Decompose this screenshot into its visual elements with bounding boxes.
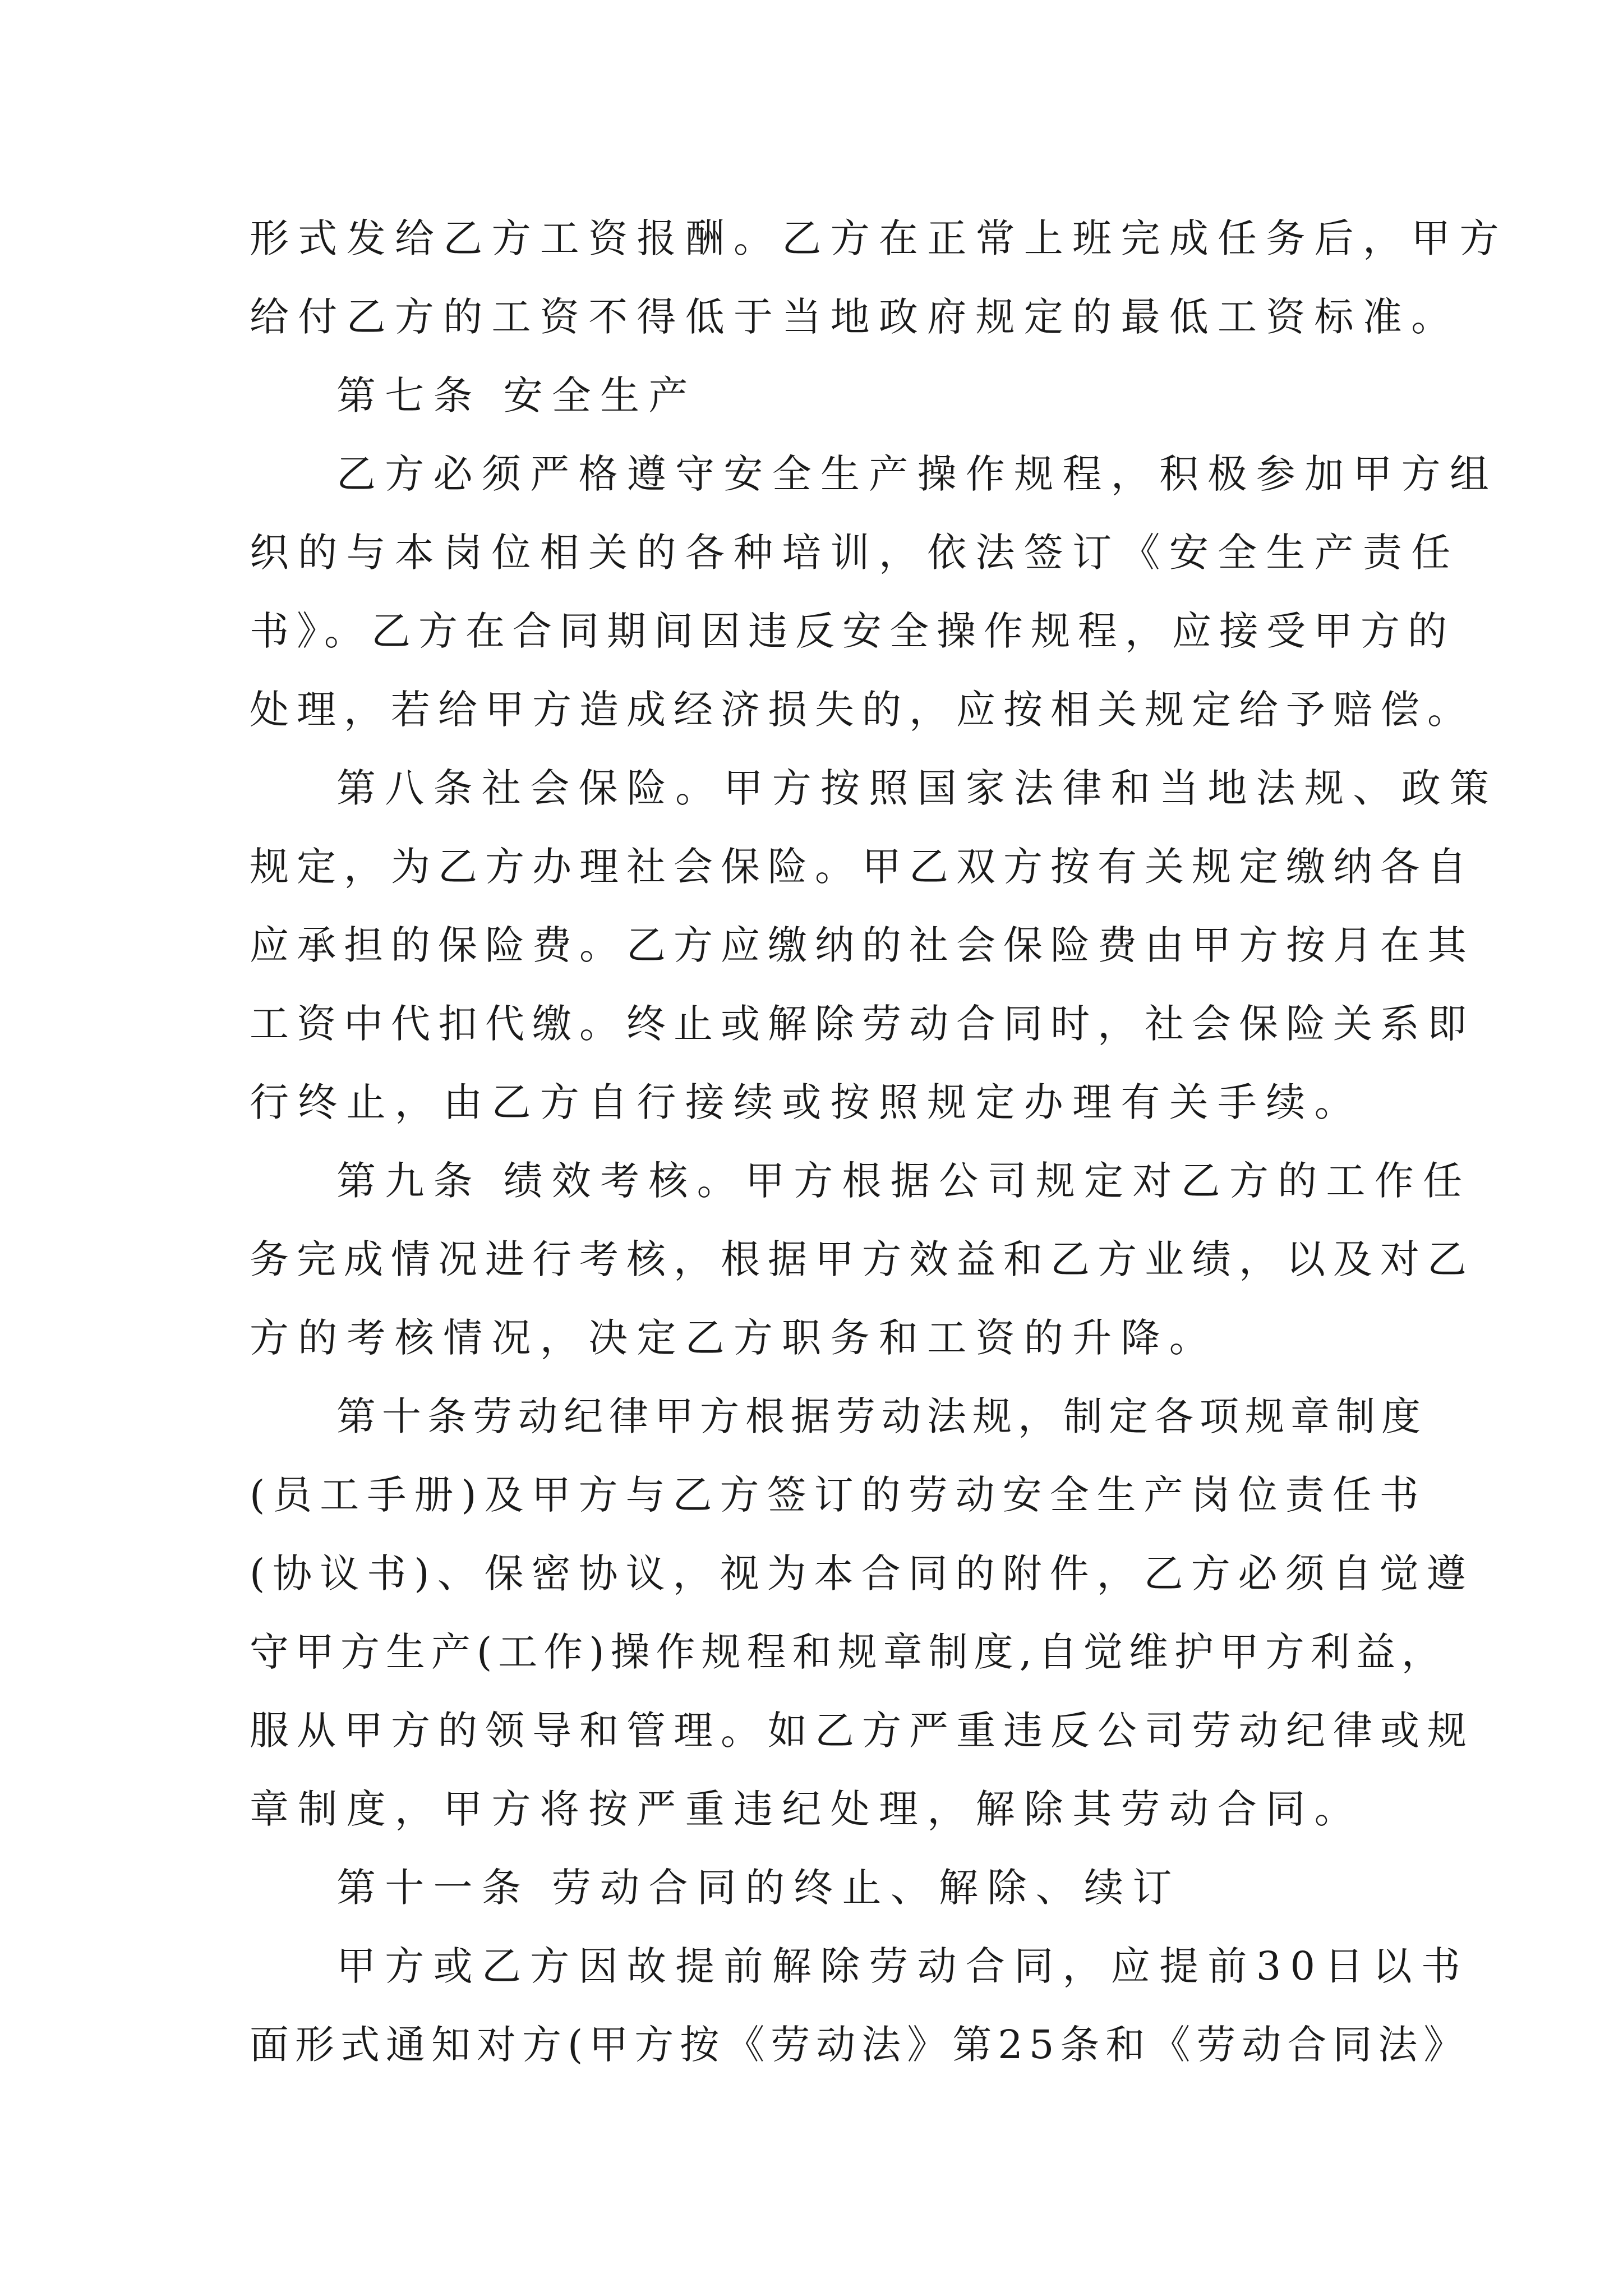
text-line: (协议书)、保密协议，视为本合同的附件，乙方必须自觉遵 xyxy=(250,1550,1474,1596)
article-heading: 第七条 安全生产 xyxy=(336,372,697,418)
text-line: 织的与本岗位相关的各种培训，依法签订《安全生产责任 xyxy=(250,530,1460,576)
text-line: 甲方或乙方因故提前解除劳动合同，应提前30日以书 xyxy=(336,1943,1470,1989)
text-line: 第十条劳动纪律甲方根据劳动法规，制定各项规章制度 xyxy=(336,1393,1427,1439)
text-line: 工资中代扣代缴。终止或解除劳动合同时，社会保险关系即 xyxy=(250,1001,1474,1047)
text-line: 乙方必须严格遵守安全生产操作规程，积极参加甲方组 xyxy=(336,451,1498,497)
text-line: 形式发给乙方工资报酬。乙方在正常上班完成任务后，甲方 xyxy=(250,215,1508,261)
text-line: 应承担的保险费。乙方应缴纳的社会保险费由甲方按月在其 xyxy=(250,922,1474,968)
text-line: 处理，若给甲方造成经济损失的，应按相关规定给予赔偿。 xyxy=(250,687,1474,733)
text-line: 面形式通知对方(甲方按《劳动法》第25条和《劳动合同法》 xyxy=(250,2022,1469,2068)
text-line: 方的考核情况，决定乙方职务和工资的升降。 xyxy=(250,1315,1218,1361)
text-line: 行终止，由乙方自行接续或按照规定办理有关手续。 xyxy=(250,1079,1363,1125)
text-line: 规定，为乙方办理社会保险。甲乙双方按有关规定缴纳各自 xyxy=(250,844,1474,890)
article-heading: 第十一条 劳动合同的终止、解除、续订 xyxy=(336,1865,1181,1911)
text-line: 给付乙方的工资不得低于当地政府规定的最低工资标准。 xyxy=(250,294,1460,340)
text-line: 第九条 绩效考核。甲方根据公司规定对乙方的工作任 xyxy=(336,1158,1472,1204)
text-line: 第八条社会保险。甲方按照国家法律和当地法规、政策 xyxy=(336,765,1498,811)
text-line: 书》。乙方在合同期间因违反安全操作规程，应接受甲方的 xyxy=(250,608,1455,654)
text-line: 服从甲方的领导和管理。如乙方严重违反公司劳动纪律或规 xyxy=(250,1708,1474,1754)
text-line: 守甲方生产(工作)操作规程和规章制度,自觉维护甲方利益， xyxy=(250,1629,1447,1675)
text-line: (员工手册)及甲方与乙方签订的劳动安全生产岗位责任书 xyxy=(250,1472,1427,1518)
text-line: 章制度，甲方将按严重违纪处理，解除其劳动合同。 xyxy=(250,1786,1363,1832)
text-line: 务完成情况进行考核，根据甲方效益和乙方业绩，以及对乙 xyxy=(250,1236,1474,1282)
